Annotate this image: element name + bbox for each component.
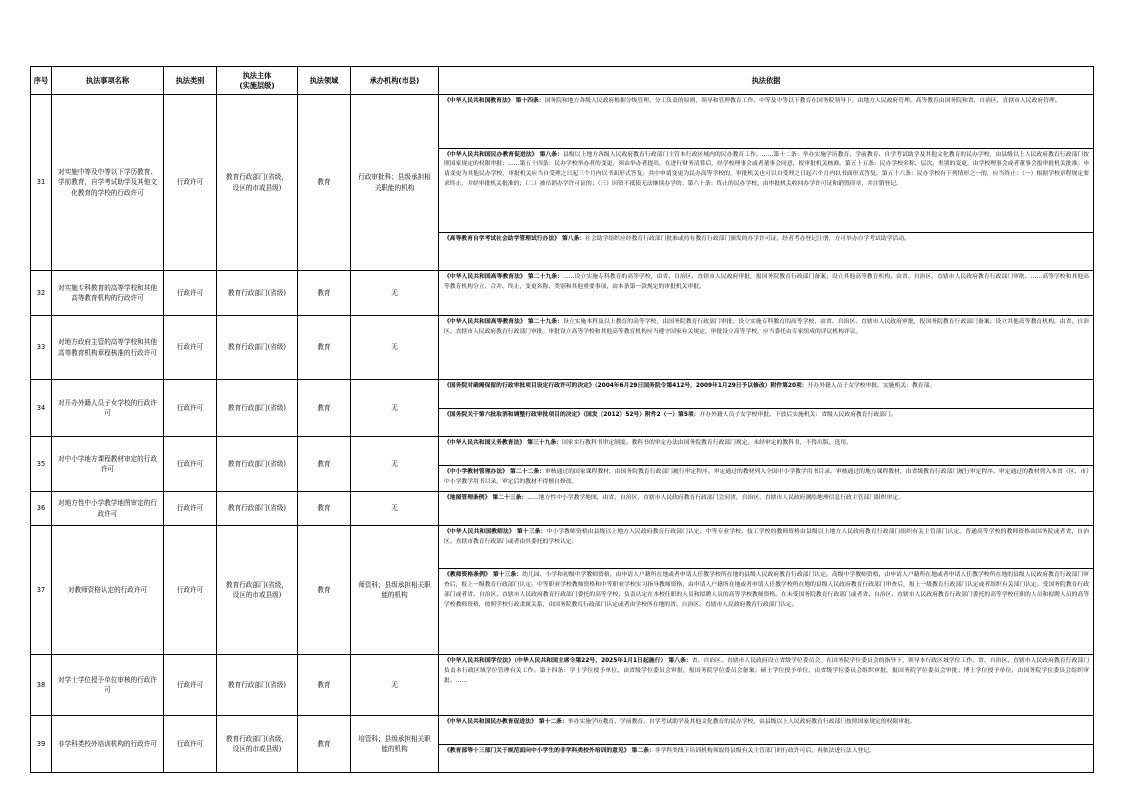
- legal-basis-cell: [439, 316, 1094, 380]
- table-row: [31, 95, 1094, 271]
- enforcement-type: 行政许可: [164, 716, 217, 773]
- handling-org: 无: [351, 271, 439, 316]
- item-name: 对开办外籍人员子女学校的行政许可: [52, 380, 164, 437]
- law-title: 《中华人民共和国高等教育法》: [444, 319, 526, 325]
- law-title: 《中华人民共和国教师法》: [444, 529, 515, 535]
- enforcement-subject: 教育行政部门(省级): [217, 492, 298, 526]
- enforcement-subject: 教育行政部门(省级): [217, 380, 298, 437]
- law-text: 开办外籍人员子女学校审批。下放后实施机关：省级人民政府教育行政部门。: [699, 412, 897, 418]
- row-number: 33: [31, 316, 52, 380]
- law-text: 幼儿园、小学和初级中学教师资格，由申请人户籍所在地或者申请人任教学校所在地的县级人民政府教育行政部门认定。高级中学教师资格，由申请人户籍所在地或者申请人任教学校所在地的县级人民政府教育行政部门审查后，报上一级教育行政部门认定。中等职业学校教师资格和中等职业学校实习指导教师资格，由申请人户籍所在地或者申请人任教学校所在地的县级人民政府教育行政部门审查后，报上一级教育行政部门认定或者组织有关部门认定。受国务院教育行政部门或者省、自治区、直辖市人民政府教育行政部门委托的高等学校，负责认定在本校任职的人员和拟聘人员的高等学校教师资格。在未受国务院教育行政部门或者省、自治区、直辖市人民政府教育行政部门委托的高等学校任职的人员和拟聘人员的高等学校教师资格，按照学校行政隶属关系，由国务院教育行政部门认定或者由学校所在地的省、自治区、直辖市人民政府教育行政部门认定。: [444, 572, 1089, 608]
- enforcement-field: 教育: [298, 655, 351, 716]
- law-article: 第二十九条：: [525, 319, 563, 325]
- col-header-subject: [217, 67, 298, 95]
- law-article: （中华人民共和国主席令第22号，2025年1月1日起施行） 第八条：: [514, 658, 692, 664]
- col-header-name: 执法事项名称: [52, 67, 164, 95]
- col-header-no: 序号: [31, 67, 52, 95]
- legal-basis-cell: [439, 526, 1094, 655]
- item-name: 对实施专科教育的高等学校和其他高等教育机构的行政许可: [52, 271, 164, 316]
- law-title: 《中华人民共和国义务教育法》: [444, 440, 526, 446]
- law-article: 第二条：: [629, 748, 655, 754]
- enforcement-field: 教育: [298, 316, 351, 380]
- handling-org: 师资科；县级承担相关职能的机构: [351, 526, 439, 655]
- handling-org: 无: [351, 380, 439, 437]
- legal-basis-paragraph: [439, 408, 1093, 436]
- enforcement-subject: 教育行政部门(省级): [217, 655, 298, 716]
- law-text: ……地方性中小学教学地图，由省、自治区、直辖市人民政府教育行政部门会同省，自治区，直辖市人民政府测绘地理信息行政主管部门组织审定。: [527, 495, 905, 501]
- enforcement-subject: 教育行政部门(省级): [217, 271, 298, 316]
- table-row: [31, 316, 1094, 380]
- law-article: 第十三条：: [514, 529, 547, 535]
- enforcement-field: 教育: [298, 716, 351, 773]
- legal-basis-paragraph: [439, 655, 1093, 715]
- table-row: [31, 437, 1094, 492]
- legal-basis-paragraph: [439, 316, 1093, 379]
- law-text: 国家实行教科书审定制度。教科书的审定办法由国务院教育行政部门规定。未经审定的教科书，不得出版、选用。: [561, 440, 852, 446]
- legal-basis-cell: [439, 655, 1094, 716]
- legal-basis-paragraph: [439, 492, 1093, 525]
- enforcement-type: 行政许可: [164, 316, 217, 380]
- law-article: 第二十三条：: [490, 495, 528, 501]
- handling-org: 无: [351, 655, 439, 716]
- table-row: [31, 655, 1094, 716]
- law-article: 第十二条：: [536, 719, 568, 725]
- law-article: 第二十九条：: [525, 274, 563, 280]
- enforcement-subject: 教育行政部门(省级): [217, 437, 298, 492]
- enforcement-type: 行政许可: [164, 271, 217, 316]
- item-name: 非学科类校外培训机构的行政许可: [52, 716, 164, 773]
- enforcement-subject: 教育行政部门(省级，设区的市或县级): [217, 526, 298, 655]
- law-text: ……设立实施专科教育的高等学校，由省、自治区、直辖市人民政府审批，报国务院教育行政部门备案；设立其他高等教育机构，由省、自治区、直辖市人民政府教育行政部门审批。……高等学校和其他高等教育机构分立、合并、终止，变更名称、类别和其他重要事项，由本条第一款规定的审批机关审批。: [444, 274, 1089, 290]
- legal-basis-paragraph: [439, 232, 1093, 271]
- law-article: 第八条：: [537, 151, 563, 158]
- item-name: 对地方政府主管的高等学校和其他高等教育机构章程核准的行政许可: [52, 316, 164, 380]
- col-header-type: 执法类别: [164, 67, 217, 95]
- law-text: 举办实施学历教育、学前教育、自学考试助学及其他文化教育的民办学校，由县级以上人民政府教育行政部门按照国家规定的权限审批。: [567, 719, 916, 725]
- legal-basis-paragraph: [439, 568, 1093, 654]
- row-number: 37: [31, 526, 52, 655]
- enforcement-field: 教育: [298, 95, 351, 271]
- table-body: [31, 95, 1094, 773]
- col-header-subject-line1: 执法主体: [242, 70, 272, 80]
- enforcement-field: 教育: [298, 380, 351, 437]
- enforcement-type: 行政许可: [164, 437, 217, 492]
- item-name: 对地方性中小学教学地图审定的行政许可: [52, 492, 164, 526]
- law-article: 第十三条：: [490, 572, 523, 579]
- handling-org: 无: [351, 492, 439, 526]
- law-title: 《教育部等十三部门关于规范面向中小学生的非学科类校外培训的意见》: [444, 748, 630, 754]
- law-text: 审核通过的国家课程教材，由国务院教育行政部门履行审定程序。审定通过的教材列入全国中小学教学用书目录。审核通过的地方课程教材，由省级教育行政部门履行审定程序。审定通过的教材列入本省（区、市）中小学教学用书目录。审定后的教材不得擅自修改。: [444, 469, 1089, 485]
- enforcement-field: 教育: [298, 526, 351, 655]
- legal-basis-paragraph: [439, 465, 1093, 491]
- law-title: 《中华人民共和国民办教育促进法》: [444, 151, 538, 158]
- enforcement-type: 行政许可: [164, 380, 217, 437]
- legal-basis-paragraph: [439, 744, 1093, 772]
- law-text: 省、自治区、直辖市人民政府设立省级学位委员会，在国务院学位委员会的指导下，领导本行政区域学位工作。省、自治区、直辖市人民政府教育行政部门负责本行政区域学位管理有关工作。第十四条：学士学位授予单位，由省级学位委员会审批，报国务院学位委员会备案；硕士学位授予单位，由省级学位委员会组织审批，报国务院学位委员会审批；博士学位授予单位，由国务院学位委员会组织审批。……: [444, 658, 1089, 684]
- col-header-basis: 执法依据: [439, 67, 1094, 95]
- enforcement-type: 行政许可: [164, 526, 217, 655]
- enforcement-type: 行政许可: [164, 492, 217, 526]
- law-article: 第二十二条：: [508, 469, 545, 476]
- table-row: [31, 492, 1094, 526]
- law-title: 《中华人民共和国教育法》: [444, 98, 514, 104]
- law-article: （2004年6月29日国务院令第412号，2009年1月29日予以修改）附件第20项：: [594, 383, 808, 389]
- law-text: 社会助学组织应经教育行政部门批准或持有教育行政部门颁发的办学许可证，经者考办登记注册，方可举办自学考试助学活动。: [585, 235, 910, 242]
- law-title: 《地图管理条例》: [444, 495, 491, 501]
- row-number: 32: [31, 271, 52, 316]
- enforcement-subject: 教育行政部门(省级，设区的市或县级): [217, 95, 298, 271]
- law-title: 《国务院关于第六批取消和调整行政审批项目的决定》: [444, 412, 584, 418]
- enforcement-field: 教育: [298, 271, 351, 316]
- table-row: [31, 380, 1094, 437]
- legal-basis-paragraph: [439, 271, 1093, 315]
- enforcement-field: 教育: [298, 437, 351, 492]
- handling-org: 无: [351, 316, 439, 380]
- enforcement-table: [30, 66, 1094, 773]
- law-title: 《中华人民共和国学位法》: [444, 658, 515, 664]
- item-name: 对教师资格认定的行政许可: [52, 526, 164, 655]
- item-name: 对学士学位授予单位审核的行政许可: [52, 655, 164, 716]
- law-text: 县级以上地方各级人民政府教育行政部门主管本行政区域内的民办教育工作。……第十二条：举办实施学历教育、学前教育、自学考试助学及其他文化教育的民办学校，由县级以上人民政府教育行政部门按照国家规定的权限审批；……第五十四条：民办学校举办者的变更，须由举办者提出，在进行财务清算后，经学校理事会或者董事会同意，报审批机关核准。第五十五条：民办学校名称、层次、类别的变更，由学校理事会或者董事会报审批机关批准。申请变更为其他民办学校，审批机关应当自受理之日起三个月内以书面形式答复；其中申请变更为民办高等学校的，审批机关也可以自受理之日起六个月内以书面形式答复。第五十六条：民办学校有下列情形之一的，应当终止：（一）根据学校章程规定要求终止，并经审批机关批准的；（二）被吊销办学许可证的；（三）因资不抵债无法继续办学的。第六十条：终止的民办学校，由审批机关收回办学许可证和销毁印章，并注销登记。: [444, 151, 1089, 187]
- enforcement-field: 教育: [298, 492, 351, 526]
- row-number: 31: [31, 95, 52, 271]
- legal-basis-paragraph: [439, 716, 1093, 744]
- col-header-org: 承办机构(市县): [351, 67, 439, 95]
- law-text: 非学科类线下培训机构须取得县级有关主管部门的行政许可后，再依法进行法人登记。: [654, 748, 876, 754]
- legal-basis-paragraph: [439, 526, 1093, 568]
- law-article: 第三十九条：: [525, 440, 562, 446]
- law-title: 《高等教育自学考试社会助学管理试行办法》: [444, 235, 560, 242]
- legal-basis-cell: [439, 380, 1094, 437]
- table-row: [31, 716, 1094, 773]
- legal-basis-paragraph: [439, 380, 1093, 408]
- row-number: 36: [31, 492, 52, 526]
- enforcement-subject: 教育行政部门(省级，设区的市或县级): [217, 716, 298, 773]
- law-text: 国务院和地方各级人民政府根据分级管理、分工负责的原则，领导和管理教育工作。中等及中等以下教育在国务院领导下，由地方人民政府管理。高等教育由国务院和省，自治区，直辖市人民政府管理。: [544, 98, 1061, 104]
- law-text: 设立实施本科及以上教育的高等学校，由国务院教育行政部门审批；设立实施专科教育的高等学校，由省、自治区、直辖市人民政府审批，报国务院教育行政部门备案；设立其他高等教育机构，由省、自治区、直辖市人民政府教育行政部门审批。审批设立高等学校和其他高等教育机构应当遵守国家有关规定。审批设立高等学校，应当委托由专家组成的评议机构评议。: [444, 319, 1089, 335]
- legal-basis-paragraph: [439, 148, 1093, 232]
- law-article: 第八条：: [559, 235, 586, 242]
- law-title: 《中华人民共和国民办教育促进法》: [444, 719, 537, 725]
- law-title: 《中小学教材管理办法》: [444, 469, 509, 476]
- row-number: 34: [31, 380, 52, 437]
- legal-basis-cell: [439, 437, 1094, 492]
- law-text: 开办外籍人员子女学校审批。实施机关：教育部。: [807, 383, 936, 389]
- col-header-subject-line2: (实施层级): [239, 80, 275, 90]
- handling-org: 培管科；县级承担相关职能的机构: [351, 716, 439, 773]
- law-title: 《教师资格条例》: [444, 572, 491, 579]
- legal-basis-paragraph: [439, 95, 1093, 148]
- row-number: 39: [31, 716, 52, 773]
- law-text: 中小学教师资格由县级以上地方人民政府教育行政部门认定。中等专业学校、技工学校的教师资格由县级以上地方人民政府教育行政部门组织有关主管部门认定。普通高等学校的教师资格由国务院或者省、自治区、直辖市教育行政部门或者由其委托的学校认定。: [444, 529, 1089, 545]
- table-row: [31, 526, 1094, 655]
- law-article: 第十四条：: [513, 98, 545, 104]
- table-row: [31, 271, 1094, 316]
- legal-basis-cell: [439, 492, 1094, 526]
- legal-basis-cell: [439, 95, 1094, 271]
- col-header-field: 执法领域: [298, 67, 351, 95]
- law-article: （国发〔2012〕52号）附件2（一）第5项：: [583, 412, 700, 418]
- row-number: 35: [31, 437, 52, 492]
- header-row: [31, 67, 1094, 95]
- handling-org: 行政审批科；县级承担相关职能的机构: [351, 95, 439, 271]
- legal-basis-paragraph: [439, 437, 1093, 465]
- law-title: 《中华人民共和国高等教育法》: [444, 274, 526, 280]
- enforcement-type: 行政许可: [164, 655, 217, 716]
- item-name: 对中小学地方课程教材审定的行政许可: [52, 437, 164, 492]
- law-title: 《国务院对确需保留的行政审批项目设定行政许可的决定》: [444, 383, 595, 389]
- legal-basis-cell: [439, 716, 1094, 773]
- enforcement-subject: 教育行政部门(省级): [217, 316, 298, 380]
- item-name: 对实施中等及中等以下学历教育、学前教育，自学考试助学及其他文化教育的学校的行政许可: [52, 95, 164, 271]
- legal-basis-cell: [439, 271, 1094, 316]
- handling-org: 无: [351, 437, 439, 492]
- row-number: 38: [31, 655, 52, 716]
- enforcement-type: 行政许可: [164, 95, 217, 271]
